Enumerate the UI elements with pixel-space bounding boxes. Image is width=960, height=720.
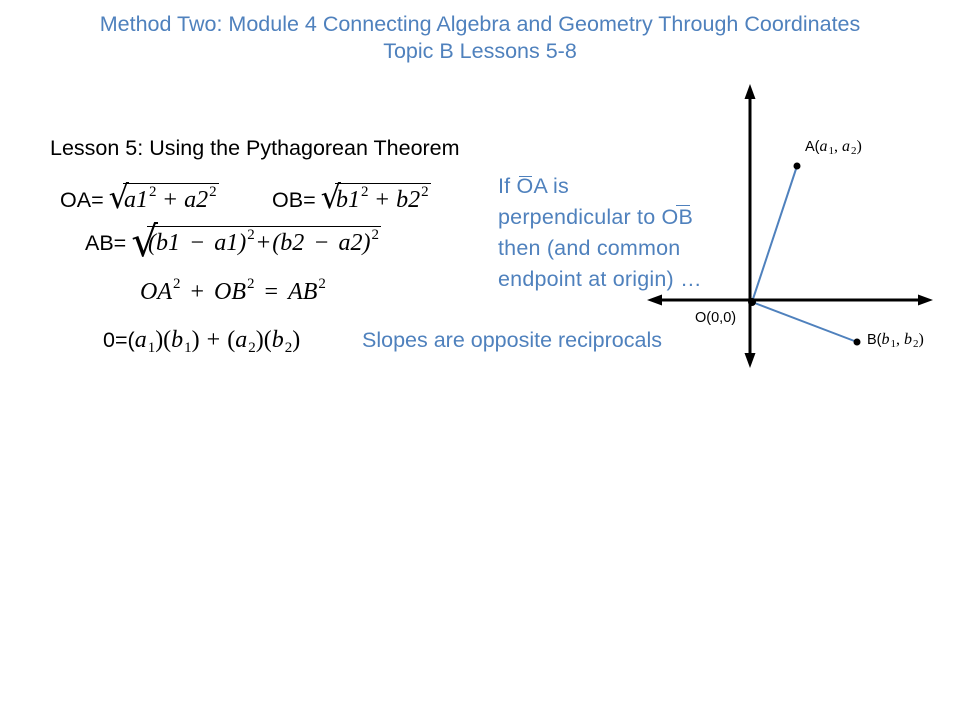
radical-sign: √ [108, 178, 124, 216]
point-b-suffix: ) [918, 331, 924, 348]
term-b2-minus-a2: (b2 − a2) [272, 230, 371, 256]
ob-radicand [335, 183, 431, 214]
x-axis-arrow-right [918, 295, 933, 306]
paren-close: ) [292, 327, 301, 353]
segment-oa [752, 166, 797, 302]
exponent: 2 [247, 276, 255, 292]
subscript: 1 [147, 340, 156, 356]
segment-bar-oa [519, 176, 532, 177]
oa-formula-label: OA= [60, 188, 104, 212]
coordinate-separator: , [834, 138, 838, 155]
point-b-label [867, 330, 924, 350]
origin-label: O(0,0) [695, 310, 737, 326]
point-b-y-var: b [904, 331, 912, 348]
y-axis-arrow-down [745, 353, 756, 368]
radical-sign: √ [131, 217, 148, 266]
var-b: b [271, 327, 284, 353]
var-a: a [235, 327, 248, 353]
term-b2: b2 [396, 187, 421, 213]
equals-operator: = [264, 279, 279, 305]
exponent: 2 [371, 227, 379, 243]
plus-operator: + [375, 187, 390, 213]
term-a1: a1 [124, 187, 149, 213]
segment-ob [752, 302, 857, 342]
subscript: 2 [284, 340, 293, 356]
point-b-x-var: b [881, 331, 890, 348]
term-ab: AB [288, 279, 318, 305]
ob-length-formula [272, 178, 431, 217]
subscript: 2 [851, 145, 857, 157]
term-a2: a2 [184, 187, 209, 213]
ab-formula-label: AB= [85, 231, 127, 255]
point-b [854, 339, 861, 346]
x-axis-arrow-left [647, 295, 662, 306]
note-line: perpendicular to OB [498, 205, 694, 229]
point-a-label [805, 137, 862, 157]
ob-square-root [320, 178, 431, 216]
exponent: 2 [318, 276, 326, 292]
slopes-note: Slopes are opposite reciprocals [362, 328, 662, 352]
exponent: 2 [361, 184, 369, 200]
perpendicular-condition-equation [103, 323, 300, 357]
oa-radicand [123, 183, 219, 214]
term-ob: OB [214, 279, 247, 305]
paren-open: ( [227, 327, 236, 353]
radical-sign: √ [320, 178, 336, 216]
subscript: 2 [913, 338, 919, 350]
var-a: a [134, 327, 147, 353]
point-a [794, 163, 801, 170]
exponent: 2 [421, 184, 429, 200]
term-b1-minus-a1: (b1 − a1) [148, 230, 247, 256]
paren-join: )( [155, 327, 172, 353]
oa-square-root [108, 178, 219, 216]
ab-radicand [147, 226, 381, 257]
subscript: 1 [184, 340, 192, 356]
note-line: endpoint at origin) … [498, 267, 702, 291]
oa-length-formula [60, 178, 219, 217]
exponent: 2 [247, 227, 255, 243]
plus-operator: + [190, 279, 205, 305]
plus-operator: + [256, 230, 271, 256]
exponent: 2 [209, 184, 217, 200]
note-line: If OA is [498, 174, 569, 198]
note-line: then (and common [498, 236, 681, 260]
ab-length-formula [85, 217, 381, 266]
subscript: 1 [890, 338, 896, 350]
y-axis-arrow-up [745, 84, 756, 99]
point-a-prefix: A( [805, 139, 820, 155]
lesson-heading: Lesson 5: Using the Pythagorean Theorem [50, 136, 460, 160]
coordinate-separator: , [896, 331, 900, 348]
point-a-y-var: a [842, 138, 850, 155]
zero-equals-lead: 0=( [103, 328, 135, 352]
ob-formula-label: OB= [272, 188, 316, 212]
exponent: 2 [149, 184, 157, 200]
point-a-x-var: a [819, 138, 828, 155]
exponent: 2 [173, 276, 181, 292]
plus-operator: + [163, 187, 178, 213]
paren-join: )( [255, 327, 272, 353]
slide-title-line-2: Topic B Lessons 5-8 [383, 39, 577, 63]
var-b: b [171, 327, 184, 353]
term-oa: OA [140, 279, 172, 305]
subscript: 2 [248, 340, 256, 356]
point-b-prefix: B( [867, 332, 882, 348]
slide-title [0, 11, 960, 65]
subscript: 1 [828, 145, 834, 157]
point-a-suffix: ) [856, 138, 862, 155]
ab-square-root [131, 217, 381, 266]
pythagorean-equation [140, 275, 326, 309]
slide-title-line-1: Method Two: Module 4 Connecting Algebra and Geometry Through Coordinates [99, 12, 861, 36]
plus-operator: + [206, 327, 221, 353]
term-b1: b1 [336, 187, 361, 213]
origin-point [748, 298, 756, 306]
paren-close: ) [191, 327, 200, 353]
